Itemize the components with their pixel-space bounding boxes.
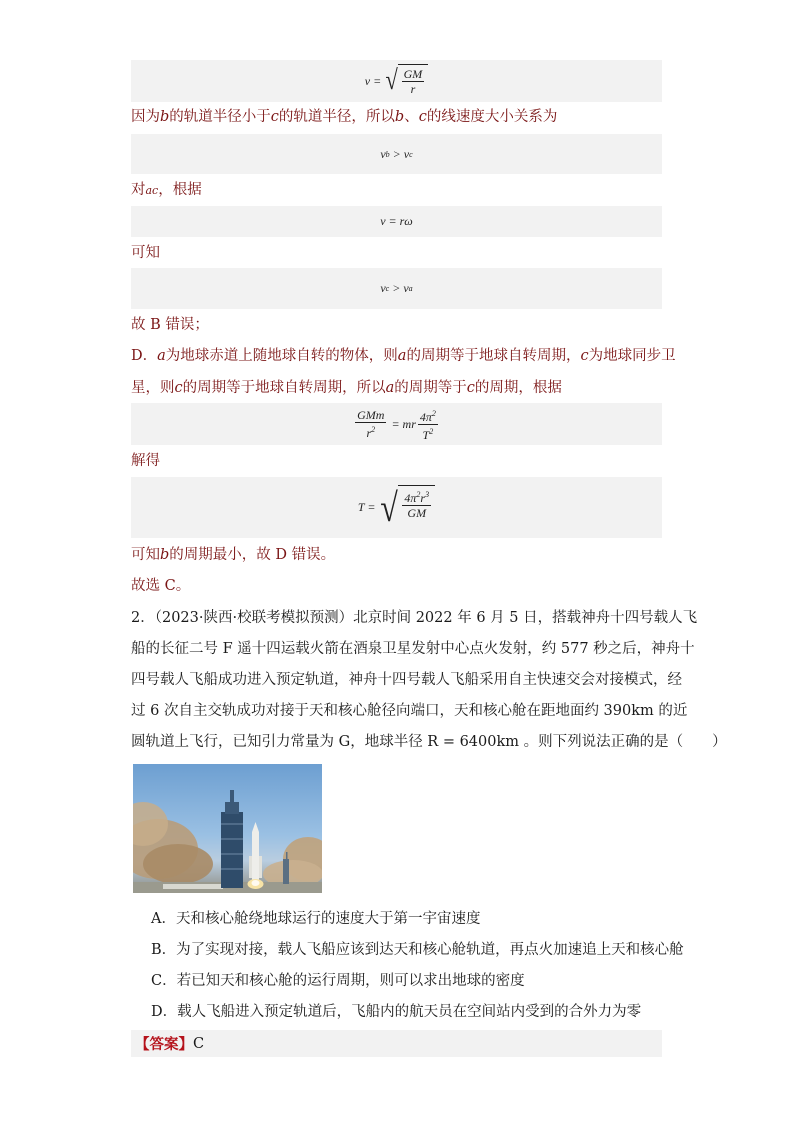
question-2-line-2: 船的长征二号 F 遥十四运载火箭在酒泉卫星发射中心点火发射，约 577 秒之后，神舟十: [131, 641, 695, 657]
text-line-thus: 可知: [131, 245, 160, 261]
text-line-solve: 解得: [131, 453, 160, 469]
answer-tag: 【答案】: [135, 1036, 193, 1053]
answer-value: C: [193, 1035, 205, 1052]
formula-vc-gt-va: v c > v a: [131, 268, 662, 309]
option-b[interactable]: B．为了实现对接，载人飞船应该到达天和核心舱轨道，再点火加速追上天和核心舱: [151, 942, 684, 958]
rocket-launch-illustration: [133, 764, 322, 893]
formula-gravity-centripetal: $\frac{\text{GMm}}{r^2}$ = mr $\frac{4\pi^2}{T^2}$: [131, 403, 662, 445]
option-c[interactable]: C．若已知天和核心舱的运行周期，则可以求出地球的密度: [151, 973, 525, 989]
formula-vb-gt-vc: v b > v c: [131, 134, 662, 174]
text-line-b-min-period: 可知b的周期最小，故 D 错误。: [131, 547, 336, 563]
option-a[interactable]: A．天和核心舱绕地球运行的速度大于第一宇宙速度: [151, 911, 481, 927]
text-line-for-ac: 对ac，根据: [131, 182, 202, 198]
rocket-launch-photo: [133, 764, 322, 893]
text-line-choose-c: 故选 C。: [131, 578, 191, 594]
question-2-line-5: 圆轨道上飞行，已知引力常量为 G，地球半径 R = 6400km 。则下列说法正确的是（ ）: [131, 734, 727, 750]
question-2-line-1: 2．（2023·陕西·校联考模拟预测）北京时间 2022 年 6 月 5 日，搭载神舟十四号载人飞: [131, 610, 698, 626]
formula-period-t: T = √ $\frac{4\pi^2r^3}{GM}$: [131, 477, 662, 538]
question-2-line-3: 四号载人飞船成功进入预定轨道，神舟十四号载人飞船采用自主快速交会对接模式，经: [131, 672, 682, 688]
option-d[interactable]: D．载人飞船进入预定轨道后，飞船内的航天员在空间站内受到的合外力为零: [151, 1004, 642, 1020]
text-line-b-wrong: 故 B 错误；: [131, 317, 209, 333]
question-2-line-4: 过 6 次自主交轨成功对接于天和核心舱径向端口，天和核心舱在距地面约 390km 的近: [131, 703, 688, 719]
text-line-orbit-radius: 因为b的轨道半径小于c的轨道半径，所以b、c的线速度大小关系为: [131, 109, 558, 125]
answer-box: [131, 1030, 662, 1057]
formula-v-sqrt-gm-r: v = √ $\frac{GM}{r}$: [131, 60, 662, 102]
text-line-option-d-analysis-1: D．a为地球赤道上随地球自转的物体，则a的周期等于地球自转周期，c为地球同步卫: [131, 348, 676, 364]
formula-v-r-omega: v = rω: [131, 206, 662, 237]
text-line-option-d-analysis-2: 星，则c的周期等于地球自转周期，所以a的周期等于c的周期，根据: [131, 380, 562, 396]
